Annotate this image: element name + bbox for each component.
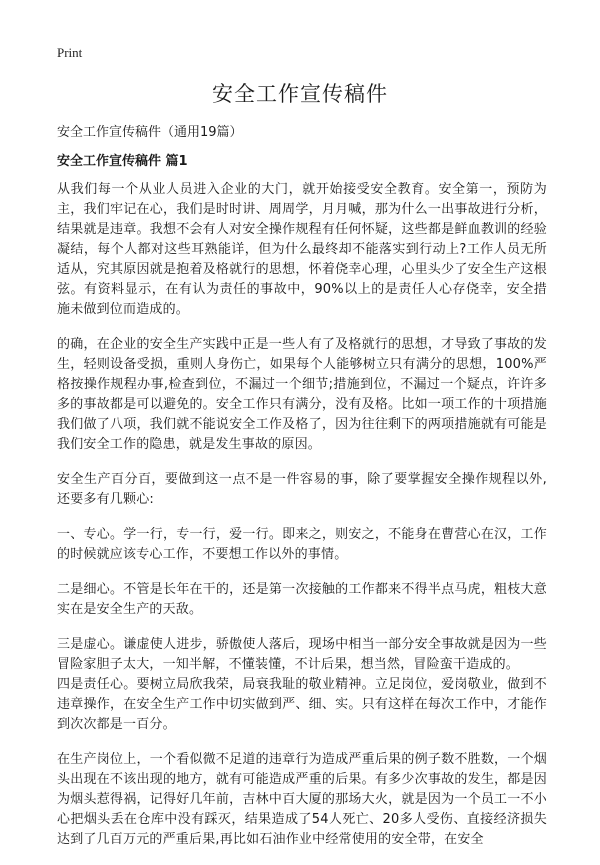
paragraph-6: 三是虚心。谦虚使人进步，骄傲使人落后，现场中相当一部分安全事故就是因为一些冒险家胆子太大，一知半解，不懂装懂，不计后果，想当然，冒险蛮干造成的。 (57, 637, 547, 672)
paragraph-4: 一、专心。学一行，专一行，爱一行。即来之，则安之，不能身在曹营心在汉，工作的时候就应该专心工作，不要想工作以外的事情。 (57, 527, 547, 562)
paragraph-2: 的确，在企业的安全生产实践中正是一些人有了及格就行的思想，才导致了事故的发生，轻则设备受损，重则人身伤亡，如果每个人能够树立只有满分的思想，100%严格按操作规程办事,检查到位，不漏过一个细节;措施到位，不漏过一个疑点，许许多多的事故都是可以避免的。安全工作只有满分，没有及格。比如一项工作的十项措施我们做了八项，我们就不能说安全工作及格了，因为往往剩下的两项措施就有可能是我们安全工作的隐患，就是发生事故的原因。 (57, 337, 547, 452)
document-body (57, 180, 547, 865)
paragraph-3: 安全生产百分百，要做到这一点不是一件容易的事，除了要掌握安全操作规程以外,还要多有几颗心: (57, 472, 547, 507)
paragraph-7: 四是责任心。要树立局欣我荣，局衰我耻的敬业精神。立足岗位，爱岗敬业，做到不违章操作，在安全生产工作中切实做到严、细、实。只有这样在每次工作中，才能作到次次都是一百分。 (57, 677, 547, 732)
paragraph-8: 在生产岗位上，一个看似微不足道的违章行为造成严重后果的例子数不胜数，一个烟头出现在不该出现的地方，就有可能造成严重的后果。有多少次事故的发生，都是因为烟头惹得祸，记得好几年前，吉林中百大厦的那场大火，就是因为一个员工一不小心把烟头丢在仓库中没有踩灭，结果造成了54人死亡、20多人受伤、直接经济损失达到了几百万元的严重后果,再比如石油作业中经常使用的安全带，在安全 (57, 752, 547, 847)
paragraph-5: 二是细心。不管是长年在干的，还是第一次接触的工作都来不得半点马虎，粗枝大意实在是安全生产的天敌。 (57, 582, 547, 617)
paragraph-1: 从我们每一个从业人员进入企业的大门，就开始接受安全教育。安全第一，预防为主，我们牢记在心，我们是时时讲、周周学，月月喊，那为什么一出事故进行分析，结果就是违章。我想不会有人对安全操作规程有任何怀疑，这些都是鲜血教训的经验凝结，每个人都对这些耳熟能详，但为什么最终却不能落实到行动上?工作人员无所适从，究其原因就是抱着及格就行的思想，怀着侥幸心理，心里头少了安全生产这根弦。有资料显示，在有认为责任的事故中，90%以上的是责任人心存侥幸，安全措施未做到位而造成的。 (57, 182, 547, 317)
document-subtitle: 安全工作宣传稿件（通用19篇） (57, 125, 243, 140)
section-heading: 安全工作宣传稿件 篇1 (57, 154, 188, 169)
print-link[interactable]: Print (57, 45, 83, 60)
document-title: 安全工作宣传稿件 (212, 82, 388, 106)
